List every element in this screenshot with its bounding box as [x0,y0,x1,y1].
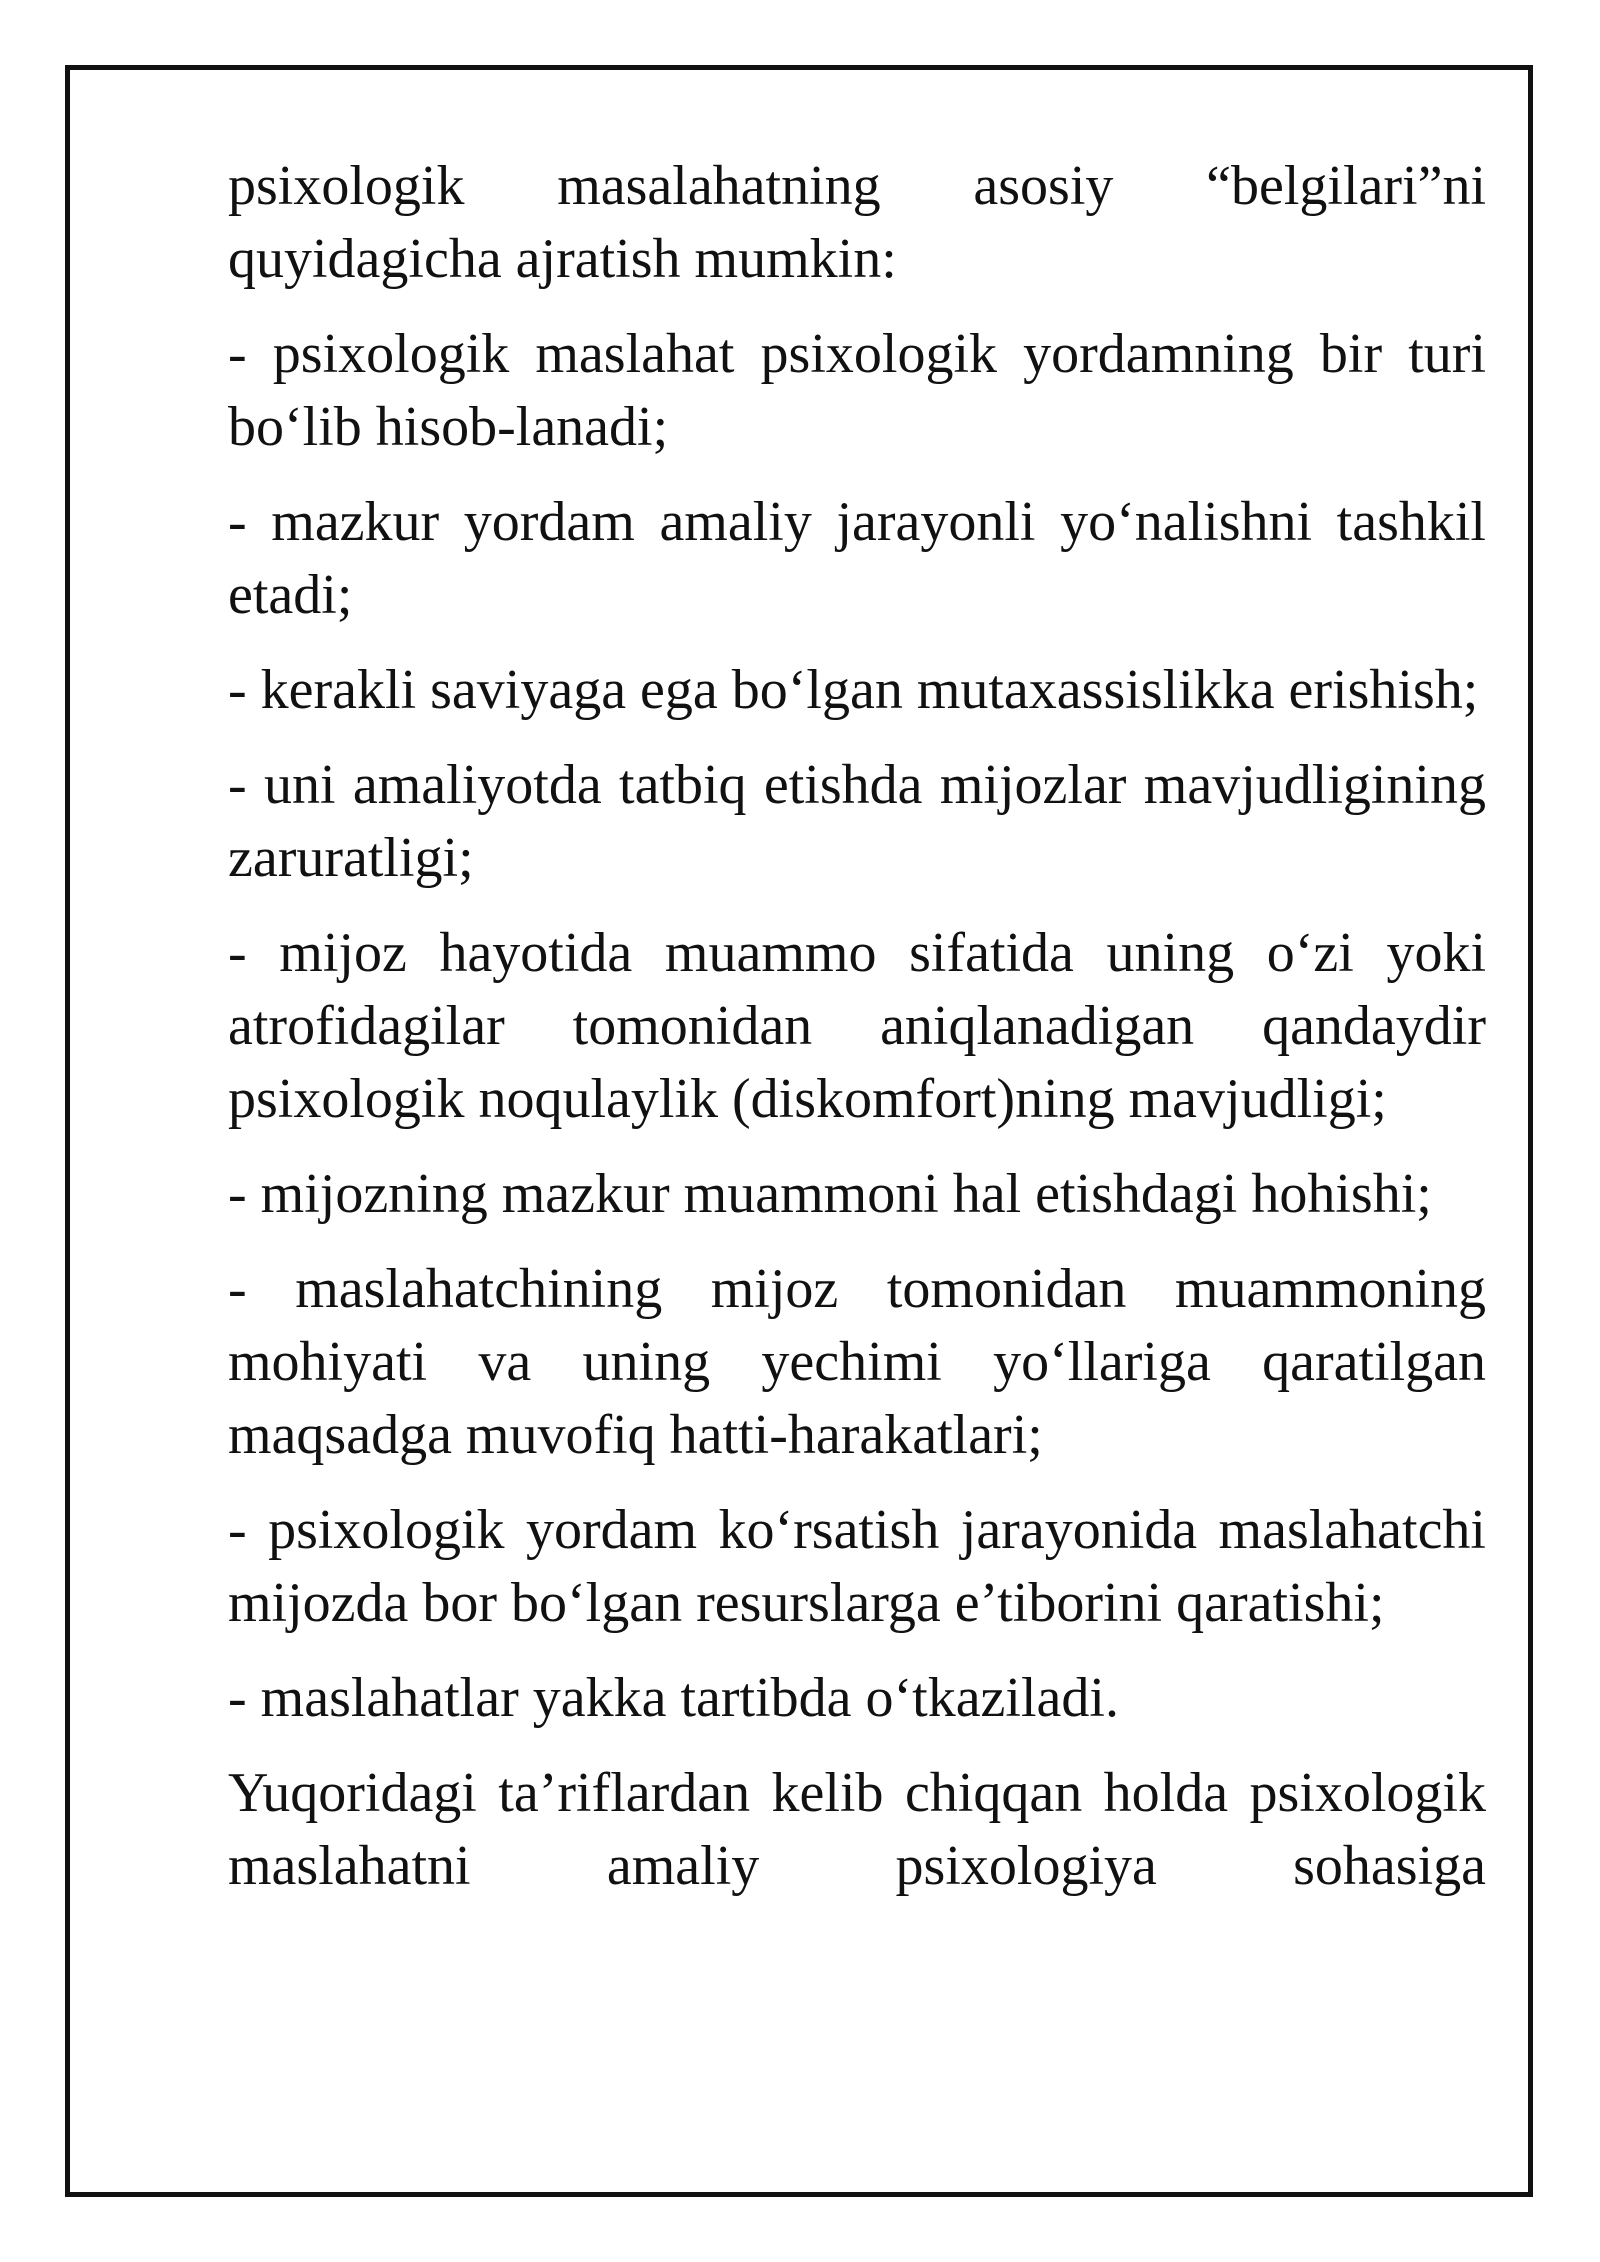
paragraph-conclusion: Yuqoridagi ta’riflardan kelib chiqqan holda psixologik maslahatni amaliy psixologiya sohasiga [228,1762,1486,1897]
list-item-client-desire: - mijozning mazkur muammoni hal etishdagi hohishi; [228,1163,1432,1225]
list-item-consultation-type: - psixologik maslahat psixologik yordamning bir turi bo‘lib hisob-lanadi; [228,323,1486,458]
list-item-practical-direction: - mazkur yordam amaliy jarayonli yo‘nalishni tashkil etadi; [228,491,1486,626]
list-item-specialist-level: - kerakli saviyaga ega bo‘lgan mutaxassislikka erishish; [228,659,1479,721]
list-item-client-discomfort: - mijoz hayotida muammo sifatida uning o‘zi yoki atrofidagilar tomonidan aniqlanadigan qandaydir psixologik noqulaylik (diskomfort)ning mavjudligi; [228,922,1486,1130]
document-body [228,150,1486,1925]
paragraph-intro: psixologik masalahatning asosiy “belgilari”ni quyidagicha ajratish mumkin: [228,155,1486,290]
list-item-client-resources: - psixologik yordam ko‘rsatish jarayonida maslahatchi mijozda bor bo‘lgan resurslarga e’tiborini qaratishi; [228,1499,1486,1634]
list-item-individual-sessions: - maslahatlar yakka tartibda o‘tkaziladi. [228,1667,1119,1729]
list-item-client-presence: - uni amaliyotda tatbiq etishda mijozlar mavjudligining zaruratligi; [228,754,1486,889]
list-item-consultant-actions: - maslahatchining mijoz tomonidan muammoning mohiyati va uning yechimi yo‘llariga qaratilgan maqsadga muvofiq hatti-harakatlari; [228,1258,1486,1466]
